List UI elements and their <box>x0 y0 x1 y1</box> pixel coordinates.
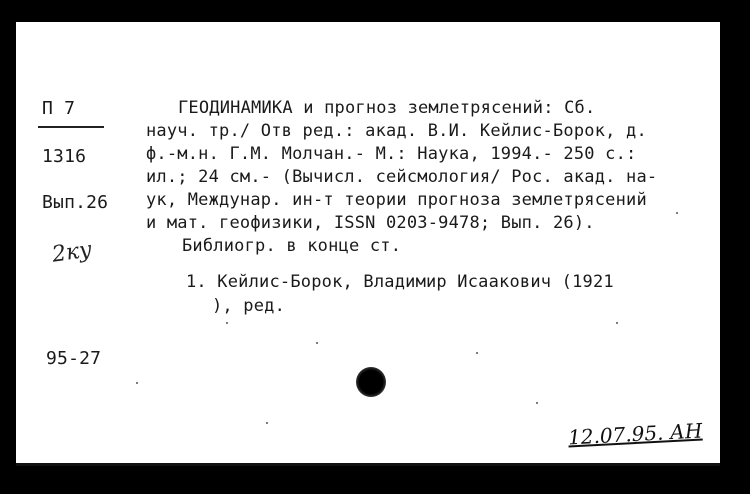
entry-line-5: ук, Междунар. ин-т теории прогноза землетрясений <box>146 190 647 210</box>
catalog-card <box>16 22 720 466</box>
call-number-rule <box>38 126 104 128</box>
speck <box>676 212 678 214</box>
entry-line-3: ф.-м.н. Г.М. Молчан.- М.: Наука, 1994.- 250 с.: <box>146 144 637 164</box>
shelf-number: 1316 <box>42 146 87 167</box>
date-stamp: 12.07.95. АН <box>567 418 703 450</box>
added-entry-line-1: 1. Кейлис-Борок, Владимир Исаакович (1921 <box>186 272 614 292</box>
card-bottom-edge <box>16 463 720 466</box>
speck <box>616 322 618 324</box>
code-number: 95-27 <box>46 348 102 369</box>
call-number: П 7 <box>42 98 76 119</box>
issue-number: Вып.26 <box>42 192 109 213</box>
speck <box>266 422 268 424</box>
punch-hole <box>356 367 386 397</box>
entry-line-2: науч. тр./ Отв ред.: акад. В.И. Кейлис-Борок, д. <box>146 121 647 141</box>
entry-line-1: ГЕОДИНАМИКА и прогноз землетрясений: Сб. <box>178 98 596 118</box>
speck <box>536 402 538 404</box>
speck <box>316 342 318 344</box>
speck <box>136 382 138 384</box>
bibliography-note: Библиогр. в конце ст. <box>182 236 402 256</box>
added-entry-line-2: ), ред. <box>212 296 286 316</box>
entry-line-6: и мат. геофизики, ISSN 0203-9478; Вып. 26). <box>146 213 595 233</box>
handwritten-mark: 2ку <box>50 237 94 268</box>
speck <box>476 352 478 354</box>
entry-line-4: ил.; 24 см.- (Вычисл. сейсмология/ Рос. акад. на- <box>146 167 658 187</box>
speck <box>226 322 228 324</box>
